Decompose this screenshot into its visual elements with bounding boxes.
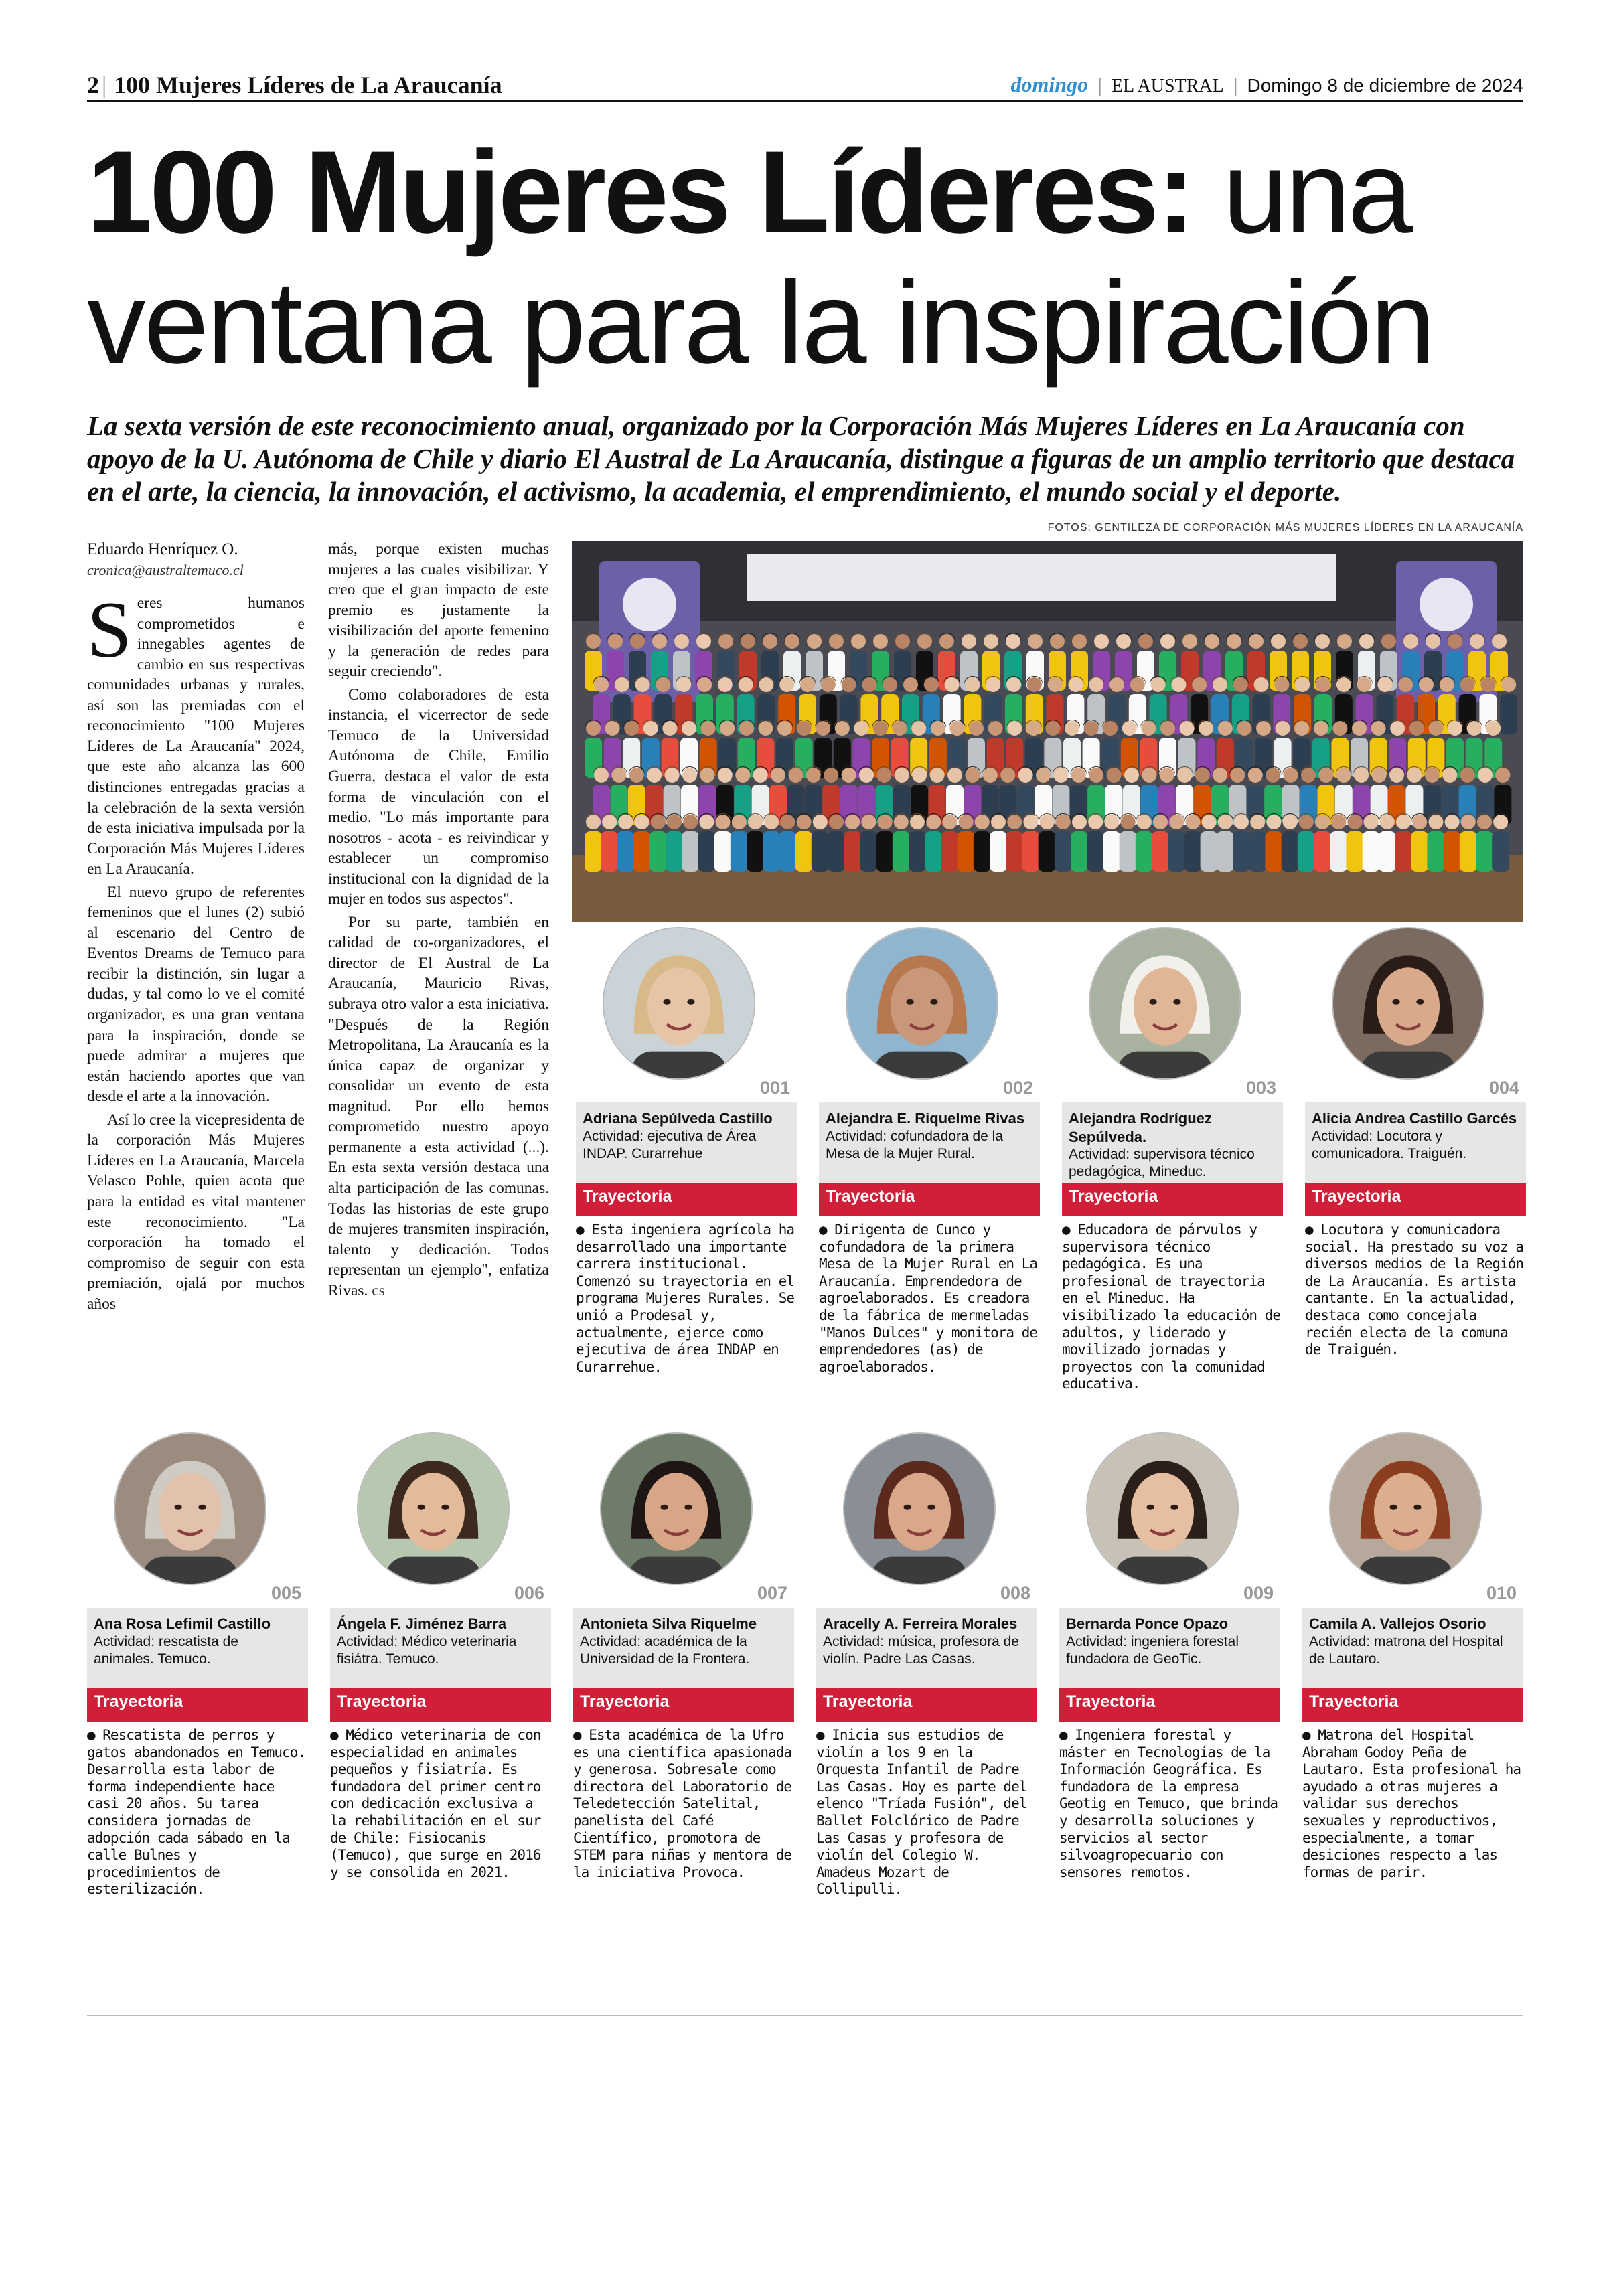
page-header xyxy=(87,67,1523,102)
profile-avatar xyxy=(603,927,755,1080)
portrait-image xyxy=(1087,1434,1237,1584)
profile-number: 001 xyxy=(759,1078,790,1098)
end-mark: cs xyxy=(372,1281,385,1299)
profile-name: Camila A. Vallejos Osorio xyxy=(1309,1615,1486,1632)
profile-info xyxy=(1062,1102,1283,1183)
profile-info xyxy=(1302,1608,1523,1688)
profile-avatar xyxy=(1086,1432,1239,1585)
profile-avatar xyxy=(843,1432,996,1585)
profile-name: Ángela F. Jiménez Barra xyxy=(337,1615,507,1632)
profile-number: 005 xyxy=(271,1583,301,1603)
trayectoria-label: Trayectoria xyxy=(1062,1183,1283,1216)
trayectoria-label: Trayectoria xyxy=(573,1688,794,1722)
profile-avatar xyxy=(1332,927,1484,1080)
page-number: 2 xyxy=(87,72,99,98)
article-paragraph: El nuevo grupo de referentes femeninos que el lunes (2) subió al escenario del Centro de Eventos Dreams de Temuco para recibir la distinción, sin lugar a dudas, y tal como lo ve el comité organizador, es una gran ventana para la inspiración, donde se puede admirar a mujeres que están haciendo aportes que van desde el arte a la innovación. xyxy=(87,883,305,1106)
profile-info xyxy=(330,1608,551,1688)
profile-activity: Actividad: Locutora y comunicadora. Traiguén. xyxy=(1312,1128,1467,1161)
profile-info xyxy=(816,1608,1037,1688)
byline: Eduardo Henríquez O. xyxy=(87,540,238,558)
photo-credit: FOTOS: GENTILEZA DE CORPORACIÓN MÁS MUJERES LÍDERES EN LA ARAUCANÍA xyxy=(1047,522,1523,534)
profile-activity: Actividad: supervisora técnico pedagógica, Mineduc. xyxy=(1069,1147,1255,1180)
portrait-image xyxy=(604,928,754,1078)
profile-name: Antonieta Silva Riquelme xyxy=(580,1615,757,1632)
profile-name: Adriana Sepúlveda Castillo xyxy=(583,1110,773,1127)
portrait-image xyxy=(1330,1434,1480,1584)
profile-activity: Actividad: matrona del Hospital de Lautaro. xyxy=(1309,1633,1503,1667)
portrait-image xyxy=(115,1434,265,1584)
profile-card xyxy=(1302,1432,1523,1901)
portrait-image xyxy=(1090,928,1240,1078)
profile-avatar xyxy=(846,927,998,1080)
profile-info xyxy=(573,1608,794,1688)
profile-number: 003 xyxy=(1245,1078,1276,1098)
profile-number: 010 xyxy=(1486,1583,1517,1603)
profile-avatar xyxy=(600,1432,753,1585)
profile-activity: Actividad: ingeniera forestal fundadora de GeoTic. xyxy=(1066,1633,1239,1667)
profile-info xyxy=(819,1102,1040,1183)
trayectoria-label: Trayectoria xyxy=(576,1183,797,1216)
article-paragraph: Seres humanos comprometidos e innegables agentes de cambio en sus respectivas comunidades urbanas y rurales, así son las premiadas con el reconocimiento "100 Mujeres Líderes de La Araucanía" 2024, que este año alcanza las 600 distinciones entregadas gracias a la celebración de la sexta versión de esta iniciativa impulsada por la Corporación Más Mujeres Líderes en La Araucanía. xyxy=(87,585,305,878)
portrait-image xyxy=(847,928,997,1078)
trayectoria-label: Trayectoria xyxy=(1302,1688,1523,1722)
profile-card xyxy=(87,1432,308,1901)
headline-light: una xyxy=(1223,127,1410,258)
profile-description: ● Esta académica de la Ufro es una científica apasionada y generosa. Sobresale como directora del Laboratorio de Teledetección Satelital, panelista del Café Científico, promotora de STEM para niñas y mentora de la iniciativa Provoca. xyxy=(573,1727,792,1880)
article-paragraph: Como colaboradores de esta instancia, el vicerrector de sede Temuco de la Universidad Autónoma de Chile, Emilio Guerra, destaca el valor de esta forma de vinculación con el medio. "Lo más importante para nosotros - acota - es reivindicar y establecer un compromiso institucional con la dignidad de la mujer en todos sus aspectos". xyxy=(328,685,549,908)
profile-number: 008 xyxy=(1000,1583,1030,1603)
profile-activity: Actividad: Médico veterinaria fisiátra. Temuco. xyxy=(337,1633,517,1667)
profile-name: Alejandra Rodríguez Sepúlveda. xyxy=(1069,1110,1212,1145)
profile-number: 007 xyxy=(757,1583,787,1603)
publication-info: domingo | EL AUSTRAL | Domingo 8 de diciembre de 2024 xyxy=(1010,72,1523,96)
header-divider: | xyxy=(102,72,107,98)
profile-name: Ana Rosa Lefimil Castillo xyxy=(94,1615,271,1632)
profile-activity: Actividad: rescatista de animales. Temuco. xyxy=(94,1633,238,1667)
portrait-image xyxy=(601,1434,751,1584)
trayectoria-label: Trayectoria xyxy=(816,1688,1037,1722)
profile-number: 002 xyxy=(1002,1078,1033,1098)
profile-number: 004 xyxy=(1488,1078,1519,1098)
profile-card xyxy=(576,927,797,1396)
profile-card xyxy=(330,1432,551,1901)
profile-description: ● Matrona del Hospital Abraham Godoy Peña de Lautaro. Esta profesional ha ayudado a otras mujeres a validar sus derechos sexuales y reproductivos, especialmente, a tomar desiciones respecto a las formas de parir. xyxy=(1302,1727,1521,1880)
subheadline: La sexta versión de este reconocimiento anual, organizado por la Corporación Más Mujeres Líderes en La Araucanía con apoyo de la U. Autónoma de Chile y diario El Austral de La Araucanía, distingue a figuras de un amplio territorio que destaca en el arte, la ciencia, la innovación, el activismo, la academia, el emprendimiento, el mundo social y el deporte. xyxy=(87,410,1515,507)
profile-activity: Actividad: académica de la Universidad de la Frontera. xyxy=(580,1633,750,1667)
portrait-image xyxy=(1333,928,1483,1078)
portrait-image xyxy=(844,1434,994,1584)
trayectoria-label: Trayectoria xyxy=(819,1183,1040,1216)
profile-card xyxy=(816,1432,1037,1901)
profile-info xyxy=(87,1608,308,1688)
article-paragraph: Por su parte, también en calidad de co-organizadores, el director de El Austral de La Araucanía, Mauricio Rivas, subraya otro valor a esta iniciativa. "Después de la Región Metropolitana, La Araucanía es la única capaz de organizar y consolidar un evento de esta magnitud. Por ello hemos comprometido nuestro apoyo permanente a esta actividad (...). En esta sexta versión destaca una alta participación de las comunas. Todas las historias de este grupo de mujeres transmiten inspiración, talento y dedicación. Todos representan un ejemplo", enfatiza Rivas. cs xyxy=(328,913,549,1299)
profile-name: Alicia Andrea Castillo Garcés xyxy=(1312,1110,1517,1127)
headline-bold: 100 Mujeres Líderes: xyxy=(87,127,1193,258)
headline xyxy=(87,127,1527,388)
profile-avatar xyxy=(357,1432,510,1585)
article-column-2 xyxy=(328,539,549,1303)
supplement-name: domingo xyxy=(1010,72,1089,96)
profile-avatar xyxy=(114,1432,266,1585)
section-title: 100 Mujeres Líderes de La Araucanía xyxy=(114,72,502,98)
profile-description: ● Dirigenta de Cunco y cofundadora de la primera Mesa de la Mujer Rural en La Araucanía. Emprendedora de agroelaborados. Es creadora de la fábrica de mermeladas "Manos Dulces" y monitora de emprendedores (as) de agroelaborados. xyxy=(819,1222,1038,1375)
profile-card xyxy=(819,927,1040,1396)
profile-number: 006 xyxy=(514,1583,544,1603)
profile-activity: Actividad: ejecutiva de Área INDAP. Curarrehue xyxy=(583,1128,757,1161)
bottom-rule xyxy=(87,2015,1523,2016)
trayectoria-label: Trayectoria xyxy=(330,1688,551,1722)
profile-activity: Actividad: cofundadora de la Mesa de la Mujer Rural. xyxy=(826,1128,1004,1161)
portrait-image xyxy=(358,1434,508,1584)
profile-info xyxy=(1305,1102,1526,1183)
trayectoria-label: Trayectoria xyxy=(1305,1183,1526,1216)
headline-line2: ventana para la inspiración xyxy=(87,258,1434,388)
profile-name: Bernarda Ponce Opazo xyxy=(1066,1615,1229,1632)
profile-description: ● Locutora y comunicadora social. Ha prestado su voz a diversos medios de la Región de La Araucanía. Es artista cantante. En la actualidad, destaca como concejala recién electa de la comuna de Traiguén. xyxy=(1305,1222,1524,1358)
author-email[interactable]: cronica@australtemuco.cl xyxy=(87,561,244,578)
dropcap: S xyxy=(87,585,132,675)
profile-card xyxy=(1059,1432,1280,1901)
newspaper-name: EL AUSTRAL xyxy=(1111,76,1224,96)
profile-description: ● Médico veterinaria de con especialidad en animales pequeños y fisiatría. Es fundadora del primer centro con dedicación exclusiva a la rehabilitación en el sur de Chile: Fisiocanis (Temuco), que surge en 2016 y se consolida en 2021. xyxy=(330,1727,541,1880)
profile-name: Aracelly A. Ferreira Morales xyxy=(823,1615,1018,1632)
group-photo-image xyxy=(572,541,1523,922)
profile-avatar xyxy=(1089,927,1241,1080)
profile-description: ● Esta ingeniera agrícola ha desarrollado una importante carrera institucional. Comenzó su trayectoria en el programa Mujeres Rurales. Se unió a Prodesal y, actualmente, ejerce como ejecutiva de área INDAP en Curarrehue. xyxy=(576,1222,795,1375)
profile-description: ● Inicia sus estudios de violín a los 9 en la Orquesta Infantil de Padre Las Casas. Hoy es parte del elenco "Tríada Fusión", del Ballet Folclórico de Padre Las Casas y profesora de violín del Colegio W. Amadeus Mozart de Collipulli. xyxy=(816,1727,1027,1898)
profile-card xyxy=(1305,927,1526,1396)
issue-date: Domingo 8 de diciembre de 2024 xyxy=(1247,75,1523,96)
group-photo xyxy=(572,541,1523,922)
profile-avatar xyxy=(1329,1432,1482,1585)
article-paragraph: más, porque existen muchas mujeres a las cuales visibilizar. Y creo que el gran impacto de este premio es justamente la visibilización del aporte femenino y la generación de redes para seguir creciendo". xyxy=(328,540,549,681)
profile-card xyxy=(1062,927,1283,1396)
profile-description: ● Educadora de párvulos y supervisora técnico pedagógica. Es una profesional de trayectoria en el Mineduc. Ha visibilizado la educación de adultos, y liderado y movilizado jornadas y proyectos con la comunidad educativa. xyxy=(1062,1222,1281,1392)
profile-info xyxy=(576,1102,797,1183)
trayectoria-label: Trayectoria xyxy=(87,1688,308,1722)
profile-description: ● Ingeniera forestal y máster en Tecnologías de la Información Geográfica. Es fundadora de la empresa Geotig en Temuco, que brinda y desarrolla soluciones y servicios al sector silvoagropecuario con sensores remotos. xyxy=(1059,1727,1278,1880)
profile-activity: Actividad: música, profesora de violín. Padre Las Casas. xyxy=(823,1633,1019,1667)
trayectoria-label: Trayectoria xyxy=(1059,1688,1280,1722)
profile-info xyxy=(1059,1608,1280,1688)
profile-card xyxy=(573,1432,794,1901)
profile-name: Alejandra E. Riquelme Rivas xyxy=(826,1110,1025,1127)
article-paragraph: Así lo cree la vicepresidenta de la corporación Más Mujeres Líderes en La Araucanía, Marcela Velasco Pohle, quien acota que para la entidad es vital mantener este reconocimiento. "La corporación ha tomado el compromiso de seguir con esta premiación, ojalá por muchos años xyxy=(87,1111,305,1313)
profile-description: ● Rescatista de perros y gatos abandonados en Temuco. Desarrolla esta labor de forma independiente hace casi 20 años. Su tarea considera jornadas de adopción cada sábado en la calle Bulnes y procedimientos de esterilización. xyxy=(87,1727,306,1898)
article-column-1 xyxy=(87,539,305,1317)
profile-number: 009 xyxy=(1243,1583,1274,1603)
